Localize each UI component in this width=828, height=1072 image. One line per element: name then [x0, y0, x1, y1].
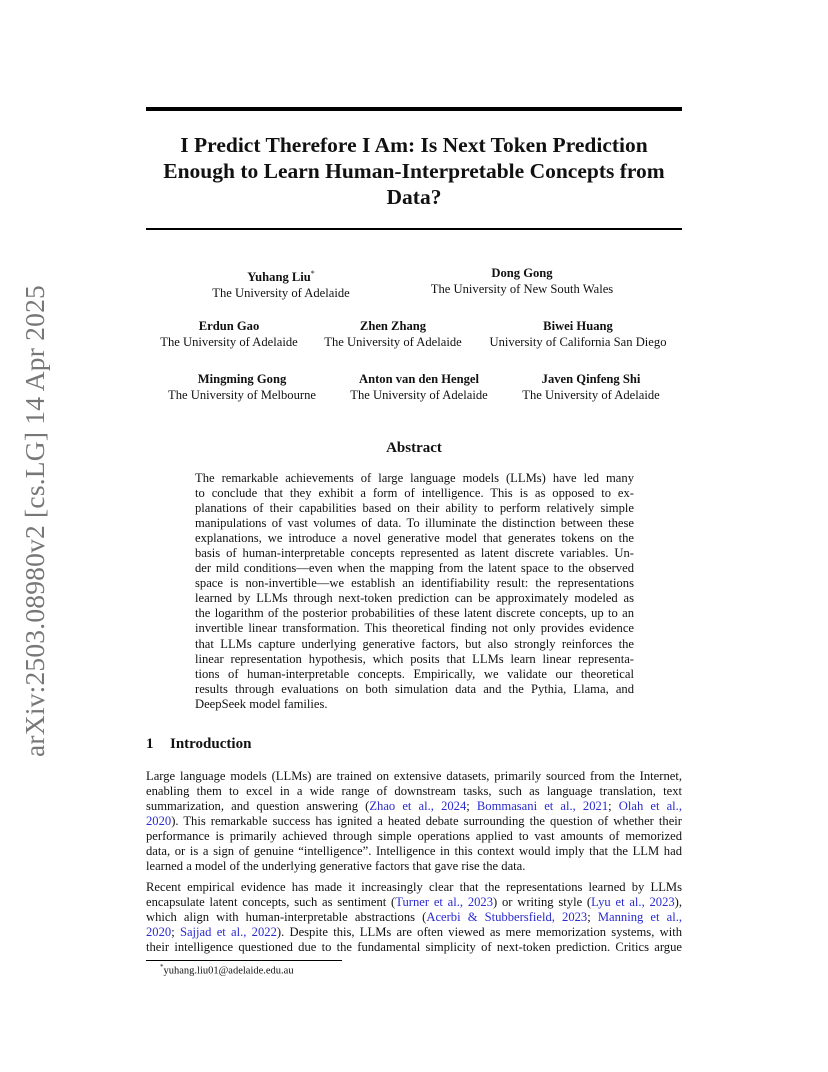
citation-link[interactable]: Bommasani et al., 2021 — [476, 799, 609, 814]
author-block — [212, 266, 349, 301]
paragraph-line: Large language models (LLMs) are trained on extensive datasets, primarily sourced from the Internet, — [146, 769, 682, 783]
paragraph-line: enabling them to excel in a wide range of downstream tasks, such as language translation, text — [146, 784, 682, 799]
author-name: Biwei Huang — [543, 319, 613, 333]
citation-link[interactable]: Turner et al., 2023 — [395, 895, 494, 910]
abstract-line: invertible linear transformation. This theoretical finding not only provides evidence — [195, 621, 634, 636]
abstract-line: basis of human-interpretable concepts represented as latent discrete variables. Un- — [195, 546, 634, 561]
section-heading — [146, 736, 251, 753]
section-title: Introduction — [170, 736, 252, 752]
paragraph-line: 2020). This remarkable success has ignited a heated debate surrounding the question of whether their — [146, 814, 682, 829]
author-affiliation: The University of Adelaide — [212, 285, 350, 300]
author-footnote-mark: * — [310, 269, 315, 278]
author-name: Anton van den Hengel — [358, 372, 480, 386]
arxiv-stamp: arXiv:2503.08980v2 [cs.LG] 14 Apr 2025 — [19, 285, 50, 757]
citation-link[interactable]: Acerbi & Stubbersfield, 2023 — [426, 910, 588, 925]
title-bottom-rule — [146, 228, 682, 230]
abstract-line: to conclude that they exhibit a form of intelligence. This is as opposed to ex- — [195, 486, 634, 501]
author-block — [324, 319, 461, 350]
paragraph-line: which align with human-interpretable abstractions (Acerbi & Stubbersfield, 2023; Manning et al., — [146, 910, 682, 925]
citation-link[interactable]: Zhao et al., 2024 — [369, 799, 467, 814]
author-name: Mingming Gong — [197, 372, 287, 386]
author-affiliation: The University of Melbourne — [168, 387, 316, 402]
paragraph-line: data, or is a sign of genuine “intelligence”. Intelligence in this context would imply that the LLM had — [146, 844, 682, 859]
author-block — [350, 372, 487, 403]
paper-title — [140, 132, 688, 210]
abstract-line: linear representation hypothesis, which posits that LLMs learn linear representa- — [195, 651, 634, 666]
footnote-email: yuhang.liu01@adelaide.edu.au — [163, 965, 294, 977]
title-line: Enough to Learn Human-Interpretable Concepts from — [163, 159, 665, 183]
section-number: 1 — [146, 736, 154, 752]
abstract-line: explanations, we introduce a novel generative model that generates tokens on the — [195, 531, 634, 546]
footnote — [160, 963, 294, 977]
abstract-heading: Abstract — [386, 440, 442, 456]
author-affiliation: The University of Adelaide — [160, 334, 298, 349]
footnote-rule — [146, 960, 342, 961]
author-name: Javen Qinfeng Shi — [541, 372, 641, 386]
author-block — [168, 372, 316, 403]
abstract-line: that LLMs capture underlying generative factors, but also strongly reinforces the — [195, 636, 634, 651]
abstract-line: DeepSeek model families. — [195, 696, 328, 711]
paragraph-line: learned a model of the underlying generative factors that gave rise the data. — [146, 859, 526, 874]
intro-paragraph-2 — [146, 880, 682, 955]
title-top-rule — [146, 107, 682, 111]
paragraph-line: Recent empirical evidence has made it increasingly clear that the representations learned by LLMs — [146, 880, 682, 894]
author-block — [160, 319, 297, 350]
citation-link[interactable]: 2020 — [146, 925, 172, 940]
paragraph-line: performance is primarily achieved through simple operations applied to vast amounts of memorized — [146, 829, 682, 844]
footnote-mark: * — [160, 963, 164, 971]
author-affiliation: The University of New South Wales — [430, 281, 614, 296]
author-name: Yuhang Liu — [247, 270, 311, 285]
paragraph-line: summarization, and question answering (Zhao et al., 2024; Bommasani et al., 2021; Olah et al., — [146, 799, 682, 814]
abstract-line: planations of their capabilities based on their ability to perform relatively simple — [195, 501, 634, 516]
abstract-line: manipulations of vast volumes of data. To illuminate the distinction between these — [195, 516, 634, 531]
abstract-line: tions of human-interpretable concepts. Empirically, we validate our theoretical — [195, 666, 634, 681]
author-block — [522, 372, 659, 403]
intro-paragraph-1 — [146, 769, 682, 874]
author-name: Dong Gong — [491, 266, 553, 280]
abstract-line: results through evaluations on both simulation data and the Pythia, Llama, and — [195, 681, 634, 696]
title-line: I Predict Therefore I Am: Is Next Token Prediction — [180, 133, 648, 157]
author-name: Zhen Zhang — [359, 319, 427, 333]
author-block — [431, 266, 613, 297]
citation-link[interactable]: Sajjad et al., 2022 — [179, 925, 277, 940]
paragraph-line: encapsulate latent concepts, such as sentiment (Turner et al., 2023) or writing style (Lyu et al., 2023), — [146, 895, 683, 910]
citation-link[interactable]: Olah et al., — [618, 799, 682, 814]
author-block — [490, 319, 667, 350]
abstract-line: space is non-invertible—we establish an identifiability result: the representations — [195, 576, 634, 591]
citation-link[interactable]: Manning et al., — [597, 910, 682, 925]
paragraph-line: 2020; Sajjad et al., 2022). Despite this, LLMs are often viewed as mere memorization systems, with — [146, 925, 682, 940]
abstract-line: The remarkable achievements of large language models (LLMs) have led many — [195, 471, 634, 485]
citation-link[interactable]: Lyu et al., 2023 — [591, 895, 675, 910]
citation-link[interactable]: 2020 — [146, 814, 172, 829]
abstract-line: the logarithm of the posterior probabilities of these latent discrete concepts, up to an — [195, 606, 634, 621]
author-name: Erdun Gao — [198, 319, 260, 333]
author-affiliation: The University of Adelaide — [350, 387, 488, 402]
author-affiliation: University of California San Diego — [489, 334, 667, 349]
abstract-body — [195, 471, 634, 712]
title-line: Data? — [386, 185, 442, 209]
author-affiliation: The University of Adelaide — [324, 334, 462, 349]
author-affiliation: The University of Adelaide — [522, 387, 660, 402]
abstract-line: learned by LLMs through next-token prediction can be approximately modeled as — [195, 591, 634, 606]
abstract-line: der mild conditions—even when the mapping from the latent space to the observed — [195, 561, 634, 576]
paragraph-line: their intelligence questioned due to the fundamental simplicity of next-token prediction. Critics argue — [146, 940, 682, 955]
